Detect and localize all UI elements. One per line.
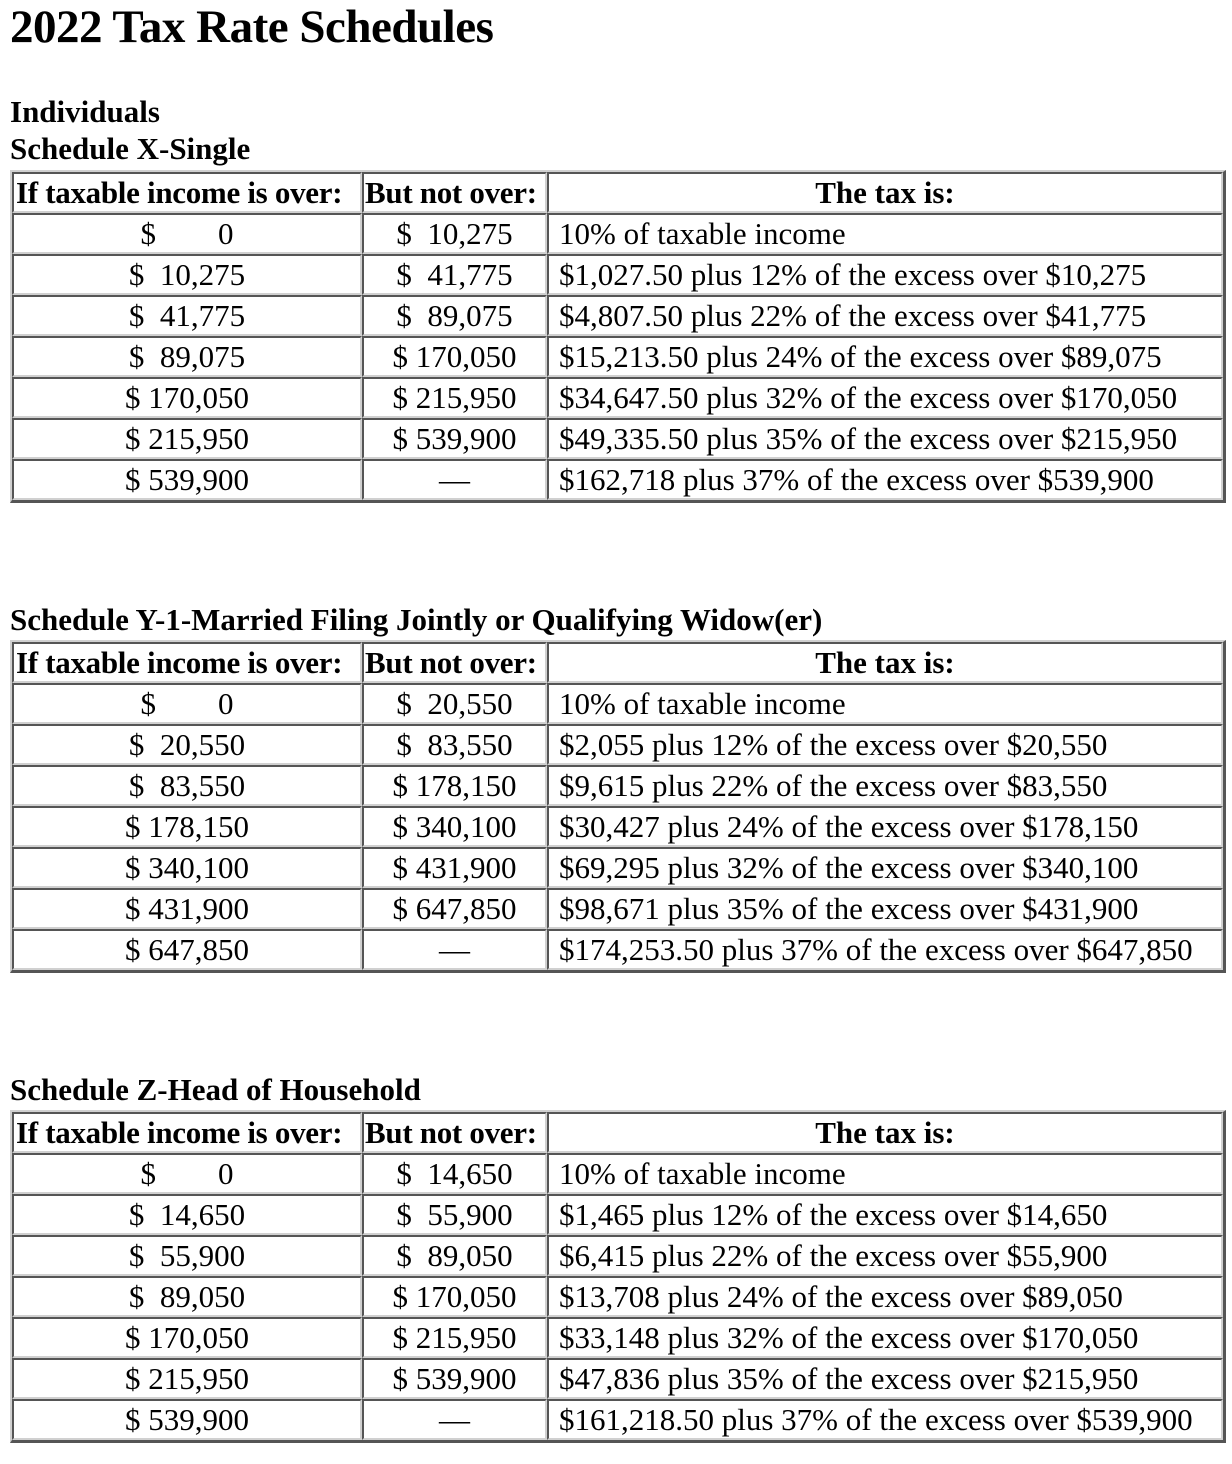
header-not-over: But not over: bbox=[362, 1112, 547, 1153]
table-row bbox=[12, 336, 1223, 377]
not-over-cell: $ 215,950 bbox=[362, 377, 547, 418]
over-cell: $ 0 bbox=[12, 213, 362, 254]
table-row bbox=[12, 213, 1223, 254]
over-cell: $ 83,550 bbox=[12, 765, 362, 806]
over-cell: $ 170,050 bbox=[12, 1317, 362, 1358]
tax-schedule-table bbox=[10, 640, 1226, 973]
not-over-cell: $ 10,275 bbox=[362, 213, 547, 254]
table-header-row bbox=[12, 1112, 1223, 1153]
not-over-cell: $ 178,150 bbox=[362, 765, 547, 806]
not-over-cell: $ 539,900 bbox=[362, 418, 547, 459]
table-row bbox=[12, 418, 1223, 459]
tax-cell: $98,671 plus 35% of the excess over $431,900 bbox=[547, 888, 1223, 929]
not-over-cell: $ 20,550 bbox=[362, 683, 547, 724]
tax-cell: 10% of taxable income bbox=[547, 1153, 1223, 1194]
over-cell: $ 41,775 bbox=[12, 295, 362, 336]
section-subtitle: Individuals bbox=[10, 94, 160, 129]
tax-cell: $33,148 plus 32% of the excess over $170,050 bbox=[547, 1317, 1223, 1358]
not-over-cell: $ 431,900 bbox=[362, 847, 547, 888]
not-over-cell: $ 89,050 bbox=[362, 1235, 547, 1276]
table-row bbox=[12, 724, 1223, 765]
tax-cell: $1,027.50 plus 12% of the excess over $10,275 bbox=[547, 254, 1223, 295]
tax-cell: $9,615 plus 22% of the excess over $83,550 bbox=[547, 765, 1223, 806]
over-cell: $ 20,550 bbox=[12, 724, 362, 765]
page-title: 2022 Tax Rate Schedules bbox=[10, 1, 494, 53]
tax-cell: $162,718 plus 37% of the excess over $539,900 bbox=[547, 459, 1223, 500]
header-over: If taxable income is over: bbox=[12, 1112, 362, 1153]
over-cell: $ 170,050 bbox=[12, 377, 362, 418]
not-over-cell: $ 55,900 bbox=[362, 1194, 547, 1235]
over-cell: $ 215,950 bbox=[12, 1358, 362, 1399]
table-row bbox=[12, 806, 1223, 847]
over-cell: $ 340,100 bbox=[12, 847, 362, 888]
not-over-cell: — bbox=[362, 929, 547, 970]
table-row bbox=[12, 765, 1223, 806]
table-row bbox=[12, 888, 1223, 929]
tax-cell: $15,213.50 plus 24% of the excess over $89,075 bbox=[547, 336, 1223, 377]
table-row bbox=[12, 847, 1223, 888]
table-row bbox=[12, 929, 1223, 970]
table-row bbox=[12, 1317, 1223, 1358]
header-over: If taxable income is over: bbox=[12, 642, 362, 683]
table-row bbox=[12, 1358, 1223, 1399]
not-over-cell: — bbox=[362, 459, 547, 500]
table-header-row bbox=[12, 172, 1223, 213]
tax-schedule-table bbox=[10, 170, 1226, 503]
schedule-title: Schedule Y-1-Married Filing Jointly or Qualifying Widow(er) bbox=[10, 602, 823, 637]
over-cell: $ 215,950 bbox=[12, 418, 362, 459]
not-over-cell: $ 89,075 bbox=[362, 295, 547, 336]
tax-cell: 10% of taxable income bbox=[547, 683, 1223, 724]
table-row bbox=[12, 1153, 1223, 1194]
not-over-cell: — bbox=[362, 1399, 547, 1440]
tax-cell: $69,295 plus 32% of the excess over $340,100 bbox=[547, 847, 1223, 888]
table-row bbox=[12, 683, 1223, 724]
table-row bbox=[12, 1235, 1223, 1276]
tax-cell: $47,836 plus 35% of the excess over $215,950 bbox=[547, 1358, 1223, 1399]
table-row bbox=[12, 1399, 1223, 1440]
header-not-over: But not over: bbox=[362, 172, 547, 213]
tax-cell: 10% of taxable income bbox=[547, 213, 1223, 254]
tax-cell: $4,807.50 plus 22% of the excess over $41,775 bbox=[547, 295, 1223, 336]
over-cell: $ 89,075 bbox=[12, 336, 362, 377]
not-over-cell: $ 41,775 bbox=[362, 254, 547, 295]
over-cell: $ 539,900 bbox=[12, 1399, 362, 1440]
not-over-cell: $ 647,850 bbox=[362, 888, 547, 929]
tax-cell: $34,647.50 plus 32% of the excess over $170,050 bbox=[547, 377, 1223, 418]
over-cell: $ 0 bbox=[12, 1153, 362, 1194]
table-header-row bbox=[12, 642, 1223, 683]
schedule-title: Schedule Z-Head of Household bbox=[10, 1072, 421, 1107]
tax-cell: $6,415 plus 22% of the excess over $55,900 bbox=[547, 1235, 1223, 1276]
table-row bbox=[12, 254, 1223, 295]
tax-cell: $2,055 plus 12% of the excess over $20,550 bbox=[547, 724, 1223, 765]
not-over-cell: $ 340,100 bbox=[362, 806, 547, 847]
over-cell: $ 89,050 bbox=[12, 1276, 362, 1317]
tax-cell: $13,708 plus 24% of the excess over $89,050 bbox=[547, 1276, 1223, 1317]
table-row bbox=[12, 1194, 1223, 1235]
over-cell: $ 55,900 bbox=[12, 1235, 362, 1276]
not-over-cell: $ 14,650 bbox=[362, 1153, 547, 1194]
tax-cell: $161,218.50 plus 37% of the excess over $539,900 bbox=[547, 1399, 1223, 1440]
over-cell: $ 14,650 bbox=[12, 1194, 362, 1235]
tax-cell: $1,465 plus 12% of the excess over $14,650 bbox=[547, 1194, 1223, 1235]
not-over-cell: $ 83,550 bbox=[362, 724, 547, 765]
tax-cell: $174,253.50 plus 37% of the excess over $647,850 bbox=[547, 929, 1223, 970]
over-cell: $ 178,150 bbox=[12, 806, 362, 847]
over-cell: $ 539,900 bbox=[12, 459, 362, 500]
header-not-over: But not over: bbox=[362, 642, 547, 683]
over-cell: $ 647,850 bbox=[12, 929, 362, 970]
not-over-cell: $ 215,950 bbox=[362, 1317, 547, 1358]
tax-schedule-table bbox=[10, 1110, 1226, 1443]
table-row bbox=[12, 1276, 1223, 1317]
schedule-title: Schedule X-Single bbox=[10, 131, 251, 166]
header-tax: The tax is: bbox=[547, 172, 1223, 213]
table-row bbox=[12, 295, 1223, 336]
not-over-cell: $ 539,900 bbox=[362, 1358, 547, 1399]
header-over: If taxable income is over: bbox=[12, 172, 362, 213]
header-tax: The tax is: bbox=[547, 642, 1223, 683]
not-over-cell: $ 170,050 bbox=[362, 336, 547, 377]
header-tax: The tax is: bbox=[547, 1112, 1223, 1153]
table-row bbox=[12, 459, 1223, 500]
over-cell: $ 10,275 bbox=[12, 254, 362, 295]
not-over-cell: $ 170,050 bbox=[362, 1276, 547, 1317]
over-cell: $ 431,900 bbox=[12, 888, 362, 929]
tax-cell: $49,335.50 plus 35% of the excess over $215,950 bbox=[547, 418, 1223, 459]
over-cell: $ 0 bbox=[12, 683, 362, 724]
table-row bbox=[12, 377, 1223, 418]
tax-cell: $30,427 plus 24% of the excess over $178,150 bbox=[547, 806, 1223, 847]
